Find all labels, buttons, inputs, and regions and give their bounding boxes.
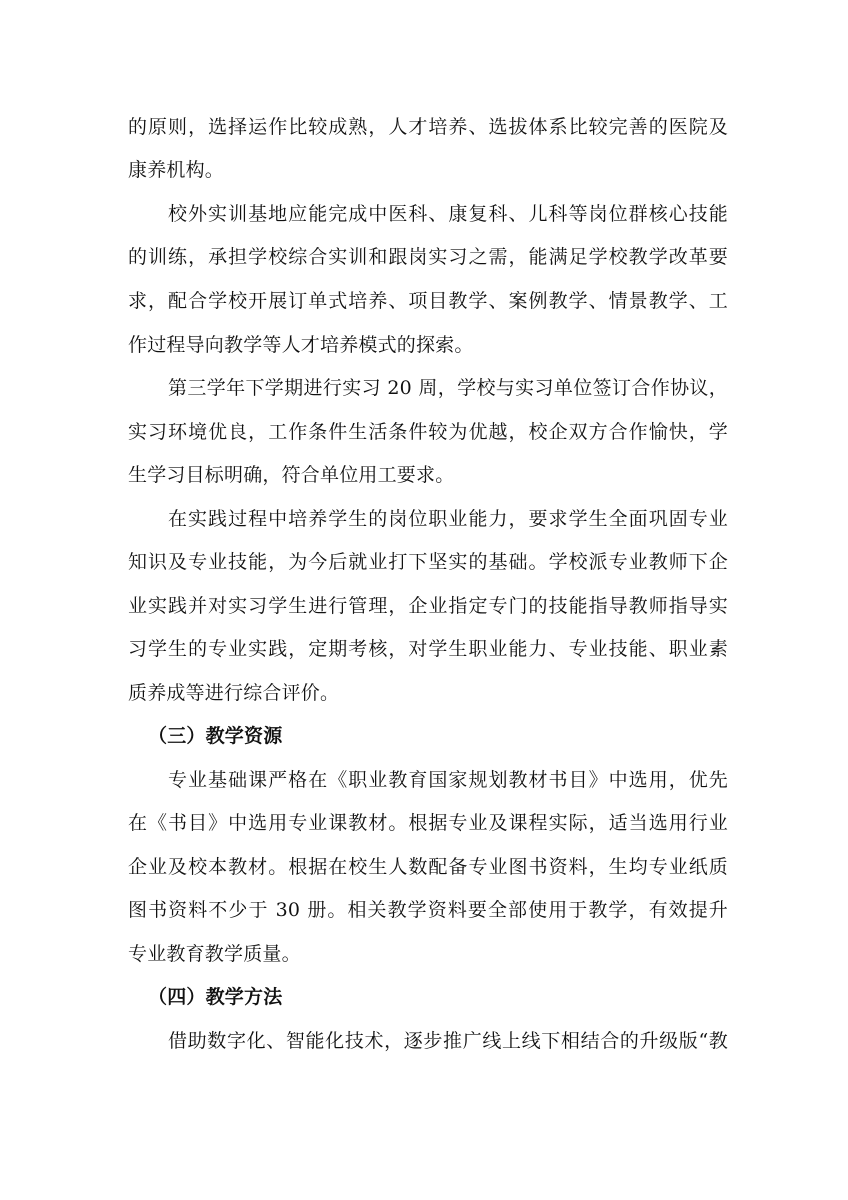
paragraph-line: 专业基础课严格在《职业教育国家规划教材书目》中选用，优先 <box>168 769 728 791</box>
paragraph-line: 求，配合学校开展订单式培养、项目教学、案例教学、情景教学、工 <box>128 290 728 312</box>
paragraph-line: 作过程导向教学等人才培养模式的探索。 <box>128 334 474 356</box>
paragraph-line: 专业教育教学质量。 <box>128 943 301 965</box>
paragraph-line: 的训练，承担学校综合实训和跟岗实习之需，能满足学校教学改革要 <box>128 246 728 268</box>
paragraph-line: 第三学年下学期进行实习 20 周，学校与实习单位签订合作协议， <box>168 377 728 399</box>
paragraph-line: 实习环境优良，工作条件生活条件较为优越，校企双方合作愉快，学 <box>128 421 728 443</box>
paragraph-line: 图书资料不少于 30 册。相关教学资料要全部使用于教学，有效提升 <box>128 899 728 921</box>
paragraph-line: 生学习目标明确，符合单位用工要求。 <box>128 464 455 486</box>
paragraph-line: 质养成等进行综合评价。 <box>128 682 340 704</box>
paragraph-line: 的原则，选择运作比较成熟，人才培养、选拔体系比较完善的医院及 <box>128 116 728 138</box>
section-heading: （三）教学资源 <box>148 725 283 747</box>
paragraph-line: 在实践过程中培养学生的岗位职业能力，要求学生全面巩固专业 <box>168 508 728 530</box>
paragraph-line: 习学生的专业实践，定期考核，对学生职业能力、专业技能、职业素 <box>128 638 728 660</box>
paragraph-line: 校外实训基地应能完成中医科、康复科、儿科等岗位群核心技能 <box>168 203 728 225</box>
paragraph-line: 借助数字化、智能化技术，逐步推广线上线下相结合的升级版“教 <box>168 1030 728 1052</box>
section-heading: （四）教学方法 <box>148 986 283 1008</box>
paragraph-line: 企业及校本教材。根据在校生人数配备专业图书资料，生均专业纸质 <box>128 856 728 878</box>
paragraph-line: 在《书目》中选用专业课教材。根据专业及课程实际，适当选用行业 <box>128 812 728 834</box>
paragraph-line: 康养机构。 <box>128 159 225 181</box>
paragraph-line: 业实践并对实习学生进行管理，企业指定专门的技能指导教师指导实 <box>128 595 728 617</box>
paragraph-line: 知识及专业技能，为今后就业打下坚实的基础。学校派专业教师下企 <box>128 551 728 573</box>
